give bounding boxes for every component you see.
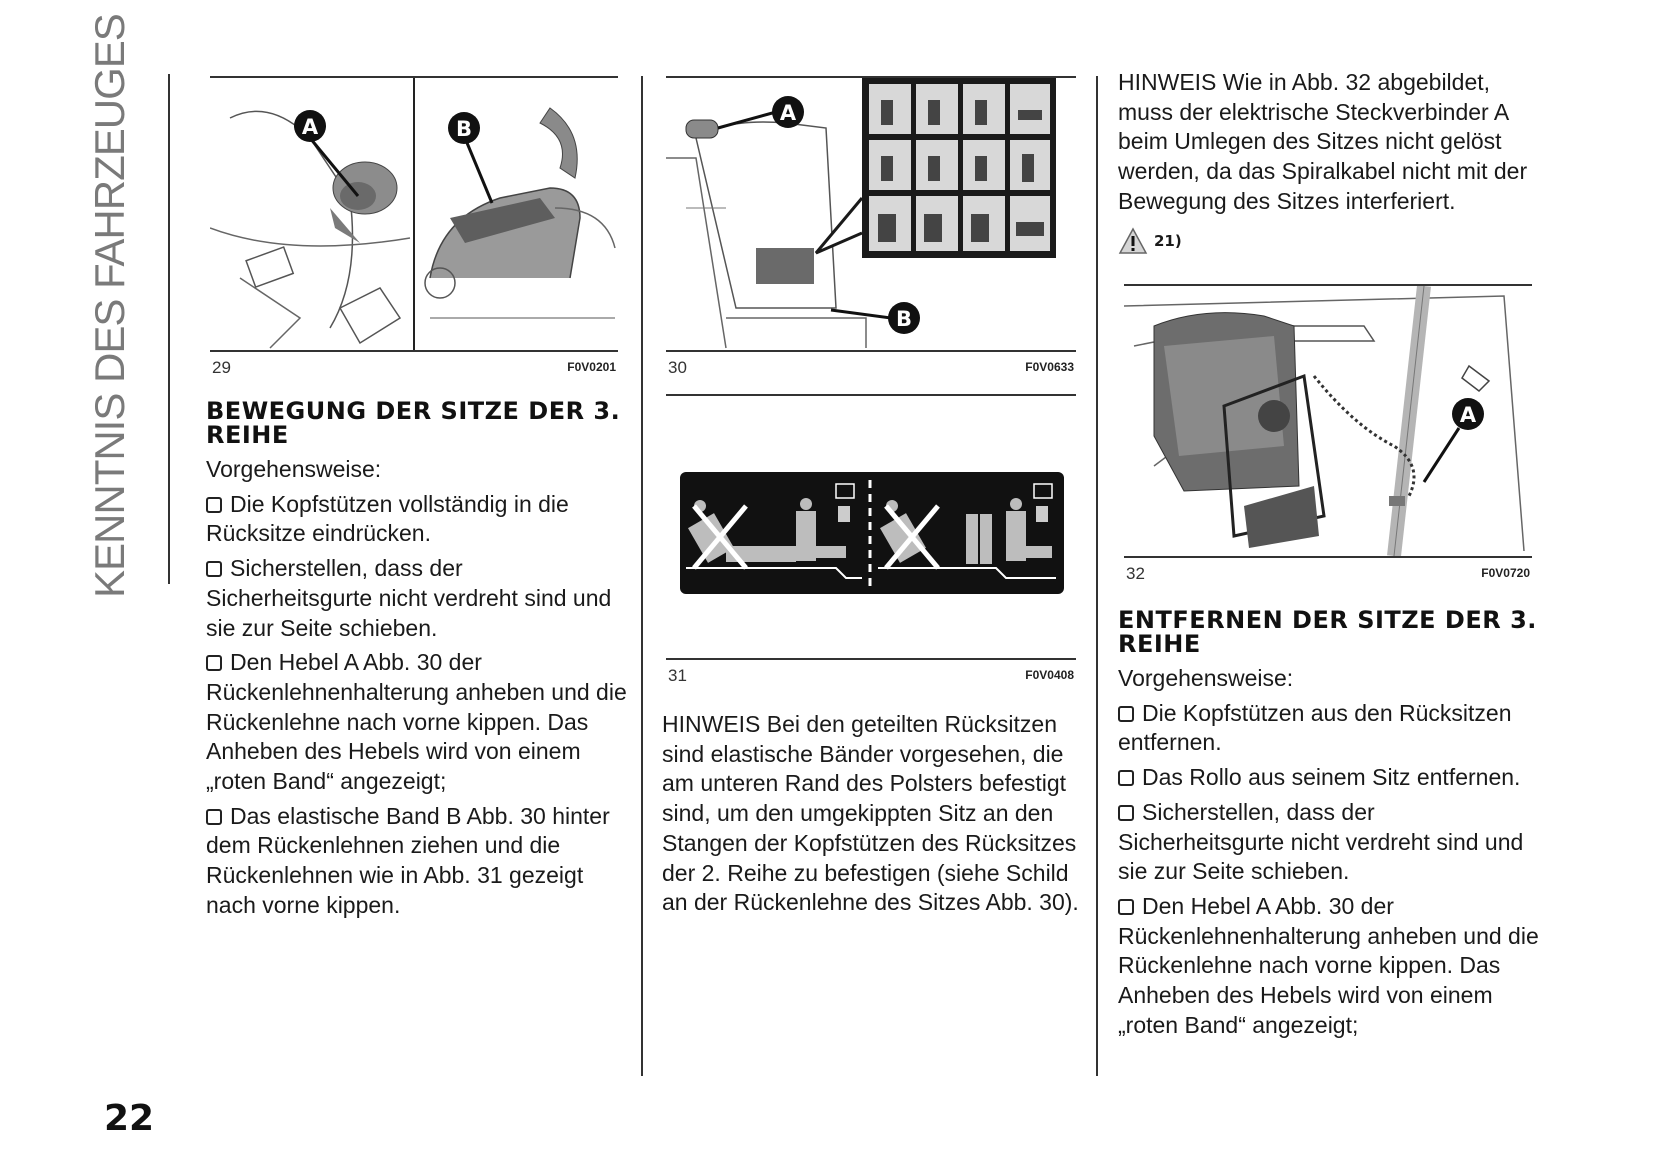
- list-item: Die Kopfstützen aus den Rücksitzen entfernen.: [1118, 699, 1512, 756]
- right-column-note: [1118, 68, 1538, 256]
- figure-number: 30: [668, 358, 687, 377]
- warning-reference: [1118, 227, 1538, 257]
- checkbox-bullet-icon: [206, 655, 222, 671]
- checkbox-bullet-icon: [206, 809, 222, 825]
- warning-ref-number: 21): [1154, 231, 1182, 250]
- note-connector: HINWEIS Wie in Abb. 32 abgebildet, muss der elektrische Steckverbinder A beim Umlegen des Sitzes nicht gelöst werden, da das Spiralkabel nicht mit der Bewegung des Sitzes interferiert.: [1118, 69, 1528, 214]
- figure-code: F0V0633: [1025, 360, 1074, 374]
- middle-column-text: [662, 710, 1082, 923]
- list-item: Das Rollo aus seinem Sitz entfernen.: [1118, 763, 1546, 793]
- figure-30: [666, 76, 1076, 388]
- section-heading-move-seats: BEWEGUNG DER SITZE DER 3. REIHE: [206, 397, 621, 449]
- figure-30-illustration: [666, 78, 1076, 350]
- figure-32-caption: [1124, 556, 1532, 594]
- right-column-text: [1118, 608, 1546, 1045]
- list-item: Die Kopfstützen vollständig in die Rücksitze eindrücken.: [206, 490, 569, 547]
- figure-32: [1124, 284, 1532, 594]
- checkbox-bullet-icon: [1118, 770, 1134, 786]
- procedure-intro: Vorgehensweise:: [206, 456, 382, 482]
- figure-29-illustration: [210, 78, 618, 350]
- list-item: Den Hebel A Abb. 30 der Rückenlehnenhalterung anheben und die Rückenlehne nach vorne kippen. Das Anheben des Hebels wird von einem „roten Band“ angezeigt;: [1118, 892, 1539, 1038]
- procedure-intro: Vorgehensweise:: [1118, 665, 1294, 691]
- checkbox-bullet-icon: [206, 561, 222, 577]
- list-item: Sicherstellen, dass der Sicherheitsgurte nicht verdreht sind und sie zur Seite schieben.: [1118, 798, 1524, 885]
- figure-31-caption: [666, 658, 1076, 696]
- warning-triangle-icon: [1118, 227, 1148, 255]
- figure-code: F0V0201: [567, 360, 616, 374]
- page-number: 22: [104, 1098, 155, 1139]
- figure-number: 29: [212, 358, 231, 377]
- fig32-label-a: A: [1459, 403, 1477, 427]
- fig30-label-b: B: [895, 307, 913, 331]
- figure-number: 31: [668, 666, 687, 685]
- checkbox-bullet-icon: [1118, 805, 1134, 821]
- section-sidebar-title: [86, 14, 178, 598]
- figure-code: F0V0408: [1025, 668, 1074, 682]
- list-item: Den Hebel A Abb. 30 der Rückenlehnenhalterung anheben und die Rückenlehne nach vorne kippen. Das Anheben des Hebels wird von einem „roten Band“ angezeigt;: [206, 649, 627, 795]
- fig29-label-b: B: [455, 117, 473, 141]
- figure-30-caption: [666, 350, 1076, 388]
- fig29-label-a: A: [301, 115, 319, 139]
- checkbox-bullet-icon: [206, 497, 222, 513]
- figure-31: [666, 394, 1076, 696]
- sidebar-divider: [168, 74, 170, 584]
- figure-code: F0V0720: [1481, 566, 1530, 580]
- list-item: Das elastische Band B Abb. 30 hinter dem Rückenlehnen ziehen und die Rückenlehnen wie in Abb. 31 gezeigt nach vorne kippen.: [206, 802, 610, 918]
- figure-31-illustration: [666, 396, 1076, 658]
- checkbox-bullet-icon: [1118, 899, 1134, 915]
- section-heading-remove-seats: ENTFERNEN DER SITZE DER 3. REIHE: [1118, 606, 1537, 658]
- list-item: Sicherstellen, dass der Sicherheitsgurte nicht verdreht sind und sie zur Seite schieben.: [206, 555, 612, 641]
- column-divider-2: [1096, 76, 1098, 1076]
- figure-29-caption: [210, 350, 618, 388]
- fig30-label-a: A: [779, 101, 797, 125]
- left-column-text: [206, 399, 632, 926]
- checkbox-bullet-icon: [1118, 706, 1134, 722]
- figure-32-illustration: [1124, 286, 1532, 556]
- note-elastic-bands: HINWEIS Bei den geteilten Rücksitzen sind elastische Bänder vorgesehen, die am unteren Rand des Polsters befestigt sind, um den umgekippten Sitz an den Stangen der Kopfstützen des Rücksitzes der 2. Reihe zu befestigen (siehe Schild an der Rückenlehne des Sitzes Abb. 30).: [662, 711, 1079, 916]
- figure-29: [210, 76, 618, 388]
- column-divider-1: [641, 76, 643, 1076]
- figure-number: 32: [1126, 564, 1145, 583]
- section-title-text: KENNTNIS DES FAHRZEUGES: [86, 14, 133, 598]
